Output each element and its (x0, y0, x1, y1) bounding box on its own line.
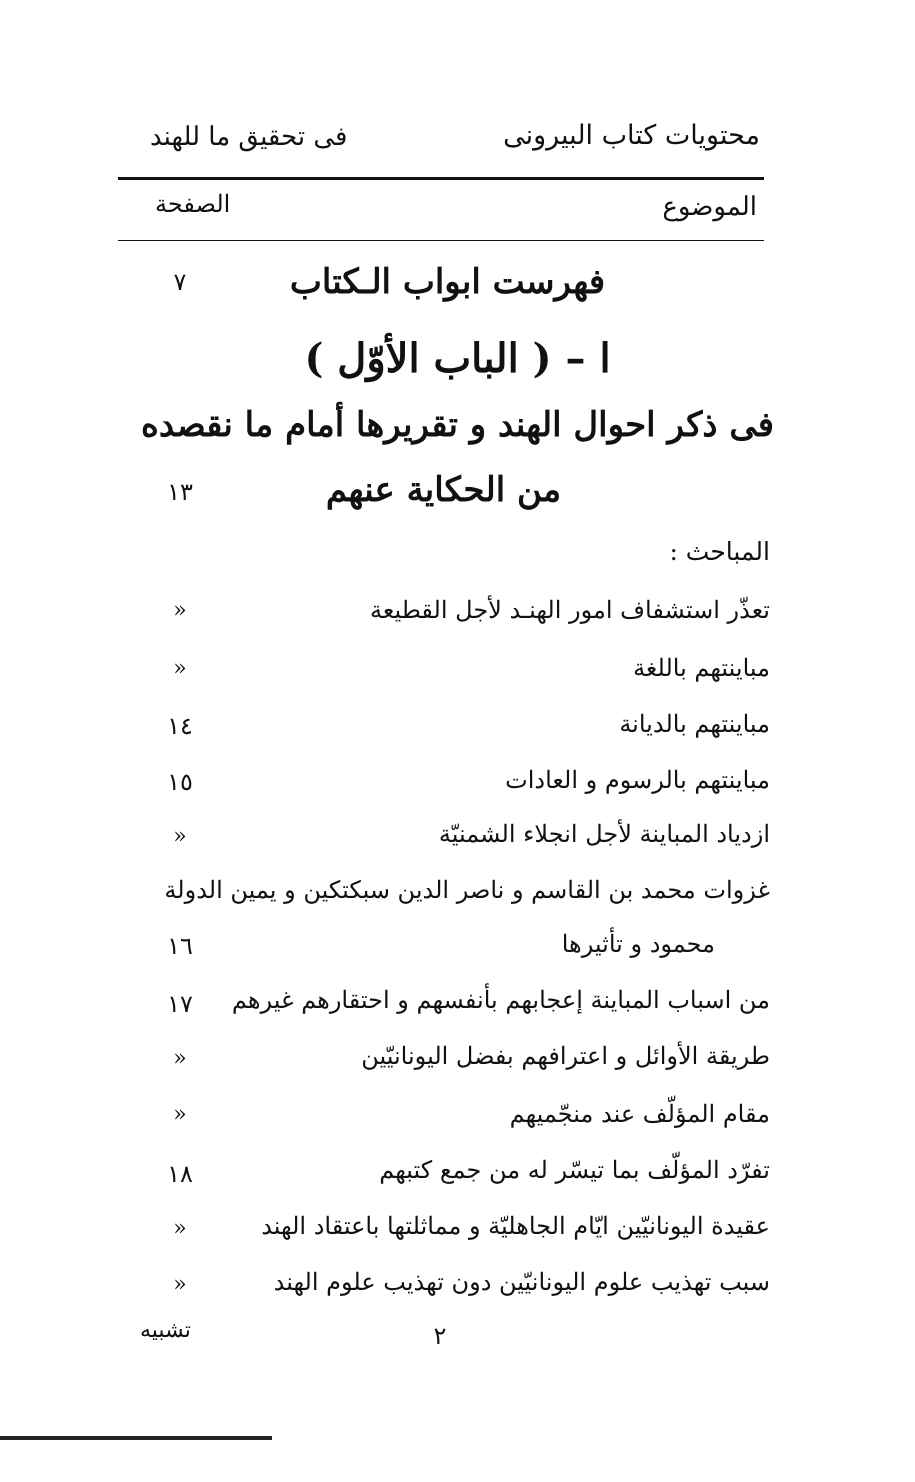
running-header-subtitle: فى تحقيق ما للهند (150, 122, 348, 152)
toc-entry-page: » (173, 1216, 187, 1241)
scan-edge-line (0, 1436, 272, 1440)
toc-entry-text: محمود و تأثيرها (561, 930, 715, 958)
toc-entry-page: » (173, 824, 187, 849)
column-header-page: الصفحة (155, 190, 231, 218)
column-header-topic: الموضوع (662, 192, 757, 222)
running-header-title: محتويات كتاب البيرونى (503, 120, 760, 151)
chapter-page: ١٣ (167, 478, 193, 506)
toc-entry-page: » (173, 1046, 187, 1071)
toc-entry-text: سبب تهذيب علوم اليونانيّين دون تهذيب علوم الهند (273, 1268, 770, 1296)
header-rule-bottom (118, 240, 764, 241)
chapter-title-line-2: من الحكاية عنهم (325, 470, 562, 510)
page-number: ٢ (433, 1322, 447, 1350)
toc-entry-page: ١٦ (167, 932, 193, 960)
toc-entry-page: ١٧ (167, 990, 193, 1018)
toc-entry-text: مباينتهم بالرسوم و العادات (505, 766, 770, 794)
toc-entry-text: مقام المؤلّف عند منجّميهم (509, 1100, 770, 1128)
header-rule-top (118, 177, 764, 180)
toc-entry-text: ازدياد المباينة لأجل انجلاء الشمنيّة (438, 820, 770, 848)
toc-entry-page: » (173, 598, 187, 623)
catchword: تشبيه (140, 1318, 191, 1343)
toc-entry-page: » (173, 1272, 187, 1297)
toc-entry-text: عقيدة اليونانيّين ايّام الجاهليّة و مماثلتها باعتقاد الهند (261, 1212, 770, 1240)
toc-entry-text: تعذّر استشفاف امور الهنـد لأجل القطيعة (370, 596, 770, 624)
toc-entry-text: مباينتهم باللغة (633, 654, 770, 682)
toc-entry-text: تفرّد المؤلّف بما تيسّر له من جمع كتبهم (379, 1156, 770, 1184)
chapter-number-title: ا – ( الباب الأوّل ) (304, 335, 611, 382)
toc-entry-page: ١٨ (167, 1160, 193, 1188)
toc-entry-page: ١٤ (167, 712, 193, 740)
toc-entry-page: » (173, 656, 187, 681)
toc-entry-text: مباينتهم بالديانة (619, 710, 770, 738)
toc-entry-text: طريقة الأوائل و اعترافهم بفضل اليونانيّين (361, 1042, 770, 1070)
topics-label: المباحث : (669, 537, 770, 566)
index-heading: فهرست ابواب الـكتاب (289, 262, 606, 302)
index-heading-page: ٧ (173, 268, 187, 296)
toc-entry-page: ١٥ (167, 768, 193, 796)
toc-entry-text: من اسباب المباينة إعجابهم بأنفسهم و احتقارهم غيرهم (231, 986, 770, 1014)
toc-entry-text: غزوات محمد بن القاسم و ناصر الدين سبكتكين و يمين الدولة (164, 876, 770, 904)
chapter-title-line-1: فى ذكر احوال الهند و تقريرها أمام ما نقصده (141, 405, 774, 445)
toc-entry-page: » (173, 1102, 187, 1127)
